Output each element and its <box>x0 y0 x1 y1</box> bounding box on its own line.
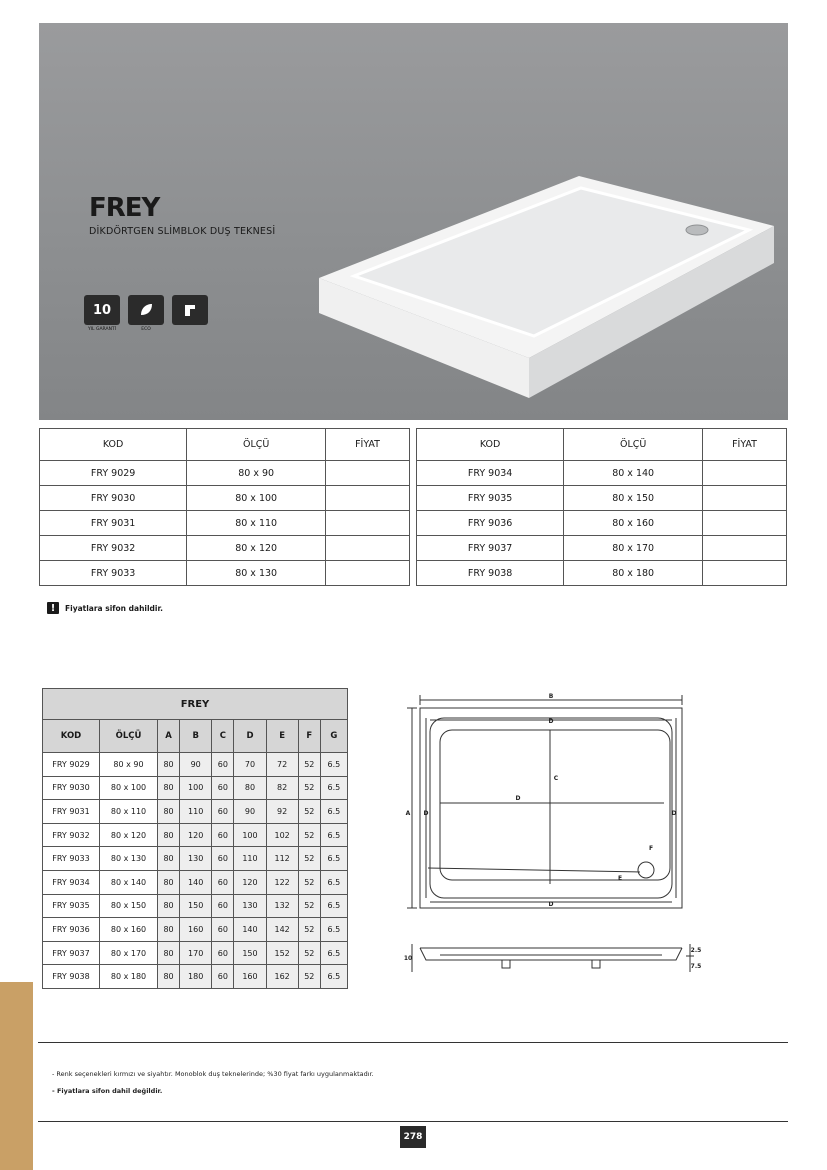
col-header-a: A <box>158 720 180 753</box>
col-header-fiyat: FİYAT <box>703 429 787 461</box>
spec-cell: 80 x 100 <box>100 776 158 800</box>
table-row <box>40 461 410 486</box>
spec-cell: 140 <box>234 918 266 942</box>
spec-cell: 52 <box>298 776 320 800</box>
table-row <box>40 511 410 536</box>
fiyat-cell <box>703 511 787 536</box>
spec-cell: 6.5 <box>320 823 347 847</box>
technical-drawing <box>400 690 700 990</box>
table-row <box>43 776 348 800</box>
fiyat-cell <box>326 511 410 536</box>
spec-cell: 120 <box>234 870 266 894</box>
spec-cell: 80 x 90 <box>100 753 158 777</box>
spec-cell: 80 <box>158 870 180 894</box>
footer-note-1: - Renk seçenekleri kırmızı ve siyahtır. Monoblok duş teknelerinde; %30 fiyat farkı uygulanmaktadır. <box>52 1070 374 1078</box>
dim-label-e: E <box>617 875 623 882</box>
col-header-olcu: ÖLÇÜ <box>187 429 326 461</box>
spec-cell: 150 <box>180 894 212 918</box>
spec-cell: 180 <box>180 965 212 989</box>
fiyat-cell <box>326 536 410 561</box>
spec-cell: 170 <box>180 941 212 965</box>
spec-table-body <box>43 753 348 989</box>
table-row <box>43 847 348 871</box>
spec-cell: 90 <box>234 800 266 824</box>
dim-label-d-right: D <box>671 810 677 817</box>
spec-cell: 162 <box>266 965 298 989</box>
table-row <box>40 486 410 511</box>
spec-table-title: FREY <box>43 689 348 720</box>
spec-cell: 92 <box>266 800 298 824</box>
table-row <box>43 894 348 918</box>
olcu-cell: 80 x 170 <box>564 536 703 561</box>
spec-cell: 60 <box>212 776 234 800</box>
spec-cell: FRY 9034 <box>43 870 100 894</box>
footer-divider <box>38 1042 788 1043</box>
side-height-label: 10 <box>403 955 413 962</box>
spec-cell: FRY 9033 <box>43 847 100 871</box>
col-header-c: C <box>212 720 234 753</box>
spec-cell: 52 <box>298 823 320 847</box>
spec-cell: 80 <box>158 753 180 777</box>
ergonomic-icon <box>172 295 208 325</box>
fiyat-cell <box>326 461 410 486</box>
spec-cell: 122 <box>266 870 298 894</box>
spec-cell: 6.5 <box>320 918 347 942</box>
spec-cell: 80 x 110 <box>100 800 158 824</box>
spec-cell: 60 <box>212 847 234 871</box>
spec-cell: 80 x 180 <box>100 965 158 989</box>
spec-cell: 6.5 <box>320 870 347 894</box>
spec-cell: 80 <box>158 894 180 918</box>
spec-cell: 152 <box>266 941 298 965</box>
olcu-cell: 80 x 140 <box>564 461 703 486</box>
product-subtitle: DİKDÖRTGEN SLİMBLOK DUŞ TEKNESİ <box>89 226 276 237</box>
spec-cell: 82 <box>266 776 298 800</box>
spec-cell: 52 <box>298 870 320 894</box>
spec-cell: 52 <box>298 965 320 989</box>
side-top-label: 2.5 <box>690 947 702 954</box>
spec-cell: FRY 9038 <box>43 965 100 989</box>
page-bottom-divider <box>38 1121 788 1122</box>
olcu-cell: 80 x 120 <box>187 536 326 561</box>
spec-cell: 100 <box>180 776 212 800</box>
spec-cell: FRY 9029 <box>43 753 100 777</box>
badge-ergonomic <box>171 295 209 332</box>
dim-label-a: A <box>405 810 411 817</box>
spec-cell: 130 <box>180 847 212 871</box>
spec-cell: 80 x 170 <box>100 941 158 965</box>
table-row <box>417 486 787 511</box>
badge-label: YIL GARANTİ <box>87 327 117 332</box>
spec-cell: 52 <box>298 918 320 942</box>
kod-cell: FRY 9035 <box>417 486 564 511</box>
dim-label-d-top: D <box>548 718 554 725</box>
spec-cell: FRY 9036 <box>43 918 100 942</box>
olcu-cell: 80 x 110 <box>187 511 326 536</box>
table-row <box>417 536 787 561</box>
olcu-cell: 80 x 180 <box>564 561 703 586</box>
spec-cell: 6.5 <box>320 965 347 989</box>
kod-cell: FRY 9033 <box>40 561 187 586</box>
spec-cell: 130 <box>234 894 266 918</box>
kod-cell: FRY 9032 <box>40 536 187 561</box>
col-header-kod: KOD <box>43 720 100 753</box>
spec-cell: 160 <box>180 918 212 942</box>
spec-cell: 100 <box>234 823 266 847</box>
dim-label-d-mid: D <box>515 795 521 802</box>
dim-label-d-bottom: D <box>548 901 554 908</box>
spec-cell: 52 <box>298 847 320 871</box>
olcu-cell: 80 x 90 <box>187 461 326 486</box>
spec-cell: 60 <box>212 870 234 894</box>
spec-cell: 80 <box>158 941 180 965</box>
price-table-left <box>39 428 410 586</box>
price-table-right <box>416 428 787 586</box>
kod-cell: FRY 9038 <box>417 561 564 586</box>
spec-cell: 80 x 130 <box>100 847 158 871</box>
spec-cell: 52 <box>298 941 320 965</box>
spec-cell: 80 <box>158 965 180 989</box>
spec-cell: 150 <box>234 941 266 965</box>
badge-eco <box>127 295 165 332</box>
spec-cell: FRY 9031 <box>43 800 100 824</box>
spec-cell: FRY 9032 <box>43 823 100 847</box>
spec-cell: 80 <box>158 776 180 800</box>
spec-cell: 132 <box>266 894 298 918</box>
spec-cell: 6.5 <box>320 941 347 965</box>
spec-cell: 52 <box>298 753 320 777</box>
table-row <box>43 753 348 777</box>
fiyat-cell <box>326 486 410 511</box>
spec-cell: 60 <box>212 941 234 965</box>
spec-cell: 52 <box>298 894 320 918</box>
spec-cell: 60 <box>212 753 234 777</box>
table-row <box>43 941 348 965</box>
spec-cell: 60 <box>212 823 234 847</box>
spec-cell: 72 <box>266 753 298 777</box>
spec-cell: 142 <box>266 918 298 942</box>
fiyat-cell <box>703 486 787 511</box>
spec-cell: 80 <box>158 823 180 847</box>
spec-cell: 6.5 <box>320 776 347 800</box>
table-row <box>43 800 348 824</box>
spec-cell: 60 <box>212 800 234 824</box>
feature-badges <box>83 295 209 332</box>
table-row <box>43 965 348 989</box>
warning-icon: ! <box>47 602 59 614</box>
spec-cell: FRY 9035 <box>43 894 100 918</box>
table-row <box>40 561 410 586</box>
kod-cell: FRY 9034 <box>417 461 564 486</box>
spec-cell: 70 <box>234 753 266 777</box>
side-bottom-label: 7.5 <box>690 963 702 970</box>
spec-cell: 80 x 140 <box>100 870 158 894</box>
olcu-cell: 80 x 100 <box>187 486 326 511</box>
col-header-olcu: ÖLÇÜ <box>564 429 703 461</box>
col-header-e: E <box>266 720 298 753</box>
spec-cell: 102 <box>266 823 298 847</box>
spec-cell: 120 <box>180 823 212 847</box>
product-hero-image <box>39 23 788 420</box>
fiyat-cell <box>326 561 410 586</box>
eco-leaf-icon <box>128 295 164 325</box>
olcu-cell: 80 x 160 <box>564 511 703 536</box>
badge-label: ECO <box>141 327 151 332</box>
spec-cell: 80 <box>234 776 266 800</box>
badge-warranty <box>83 295 121 332</box>
table-row <box>417 561 787 586</box>
fiyat-cell <box>703 461 787 486</box>
dim-label-b: B <box>548 693 554 700</box>
spec-cell: 60 <box>212 894 234 918</box>
olcu-cell: 80 x 150 <box>564 486 703 511</box>
col-header-fiyat: FİYAT <box>326 429 410 461</box>
section-color-tab <box>0 982 33 1170</box>
table-row <box>43 870 348 894</box>
spec-cell: 60 <box>212 965 234 989</box>
spec-cell: 110 <box>180 800 212 824</box>
table-row <box>417 511 787 536</box>
kod-cell: FRY 9029 <box>40 461 187 486</box>
spec-cell: 6.5 <box>320 800 347 824</box>
10-years-icon: 10 <box>84 295 120 325</box>
olcu-cell: 80 x 130 <box>187 561 326 586</box>
spec-cell: 160 <box>234 965 266 989</box>
col-header-olcu: ÖLÇÜ <box>100 720 158 753</box>
dim-label-c: C <box>553 775 559 782</box>
spec-cell: 80 x 120 <box>100 823 158 847</box>
spec-cell: 6.5 <box>320 847 347 871</box>
siphon-note-text: Fiyatlara sifon dahildir. <box>65 603 163 613</box>
spec-cell: 80 x 150 <box>100 894 158 918</box>
page-number: 278 <box>400 1126 426 1148</box>
spec-cell: 112 <box>266 847 298 871</box>
product-title: FREY <box>89 193 160 223</box>
col-header-kod: KOD <box>417 429 564 461</box>
spec-cell: 80 <box>158 800 180 824</box>
dim-label-d-left: D <box>423 810 429 817</box>
shower-tray-illustration <box>309 168 779 408</box>
footer-note-2: - Fiyatlara sifon dahil değildir. <box>52 1087 163 1095</box>
spec-cell: FRY 9030 <box>43 776 100 800</box>
spec-cell: 80 <box>158 918 180 942</box>
col-header-d: D <box>234 720 266 753</box>
spec-cell: FRY 9037 <box>43 941 100 965</box>
spec-cell: 110 <box>234 847 266 871</box>
spec-cell: 52 <box>298 800 320 824</box>
table-row <box>417 461 787 486</box>
spec-cell: 80 <box>158 847 180 871</box>
spec-cell: 6.5 <box>320 753 347 777</box>
table-row <box>40 536 410 561</box>
dim-label-f: F <box>648 845 654 852</box>
table-row <box>43 823 348 847</box>
spec-cell: 80 x 160 <box>100 918 158 942</box>
siphon-note <box>47 602 163 614</box>
spec-cell: 6.5 <box>320 894 347 918</box>
kod-cell: FRY 9036 <box>417 511 564 536</box>
spec-cell: 140 <box>180 870 212 894</box>
col-header-g: G <box>320 720 347 753</box>
kod-cell: FRY 9030 <box>40 486 187 511</box>
dimension-spec-table <box>42 688 348 989</box>
kod-cell: FRY 9031 <box>40 511 187 536</box>
kod-cell: FRY 9037 <box>417 536 564 561</box>
col-header-b: B <box>180 720 212 753</box>
spec-cell: 90 <box>180 753 212 777</box>
col-header-f: F <box>298 720 320 753</box>
fiyat-cell <box>703 561 787 586</box>
fiyat-cell <box>703 536 787 561</box>
table-row <box>43 918 348 942</box>
col-header-kod: KOD <box>40 429 187 461</box>
spec-cell: 60 <box>212 918 234 942</box>
